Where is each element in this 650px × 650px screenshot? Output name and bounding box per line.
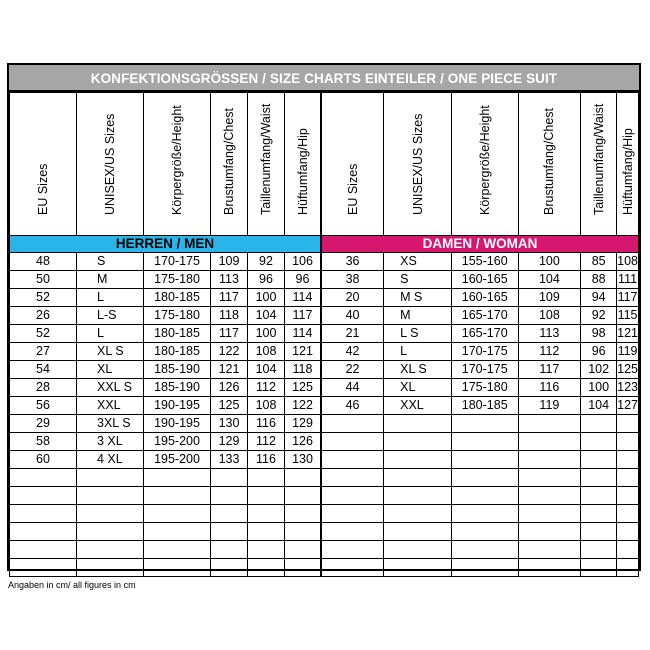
table-cell: 104 (248, 361, 285, 379)
table-cell: 108 (518, 307, 581, 325)
table-cell: 160-165 (451, 289, 518, 307)
table-cell: 117 (211, 289, 248, 307)
men-size-table (9, 92, 321, 577)
table-cell: 175-180 (451, 379, 518, 397)
column-header-label: UNISEX/US Sizes (103, 113, 117, 215)
table-cell (384, 487, 452, 505)
table-cell (581, 415, 617, 433)
table-cell (518, 559, 581, 577)
table-row (321, 307, 639, 325)
table-cell: XS (384, 253, 452, 271)
table-cell: 36 (321, 253, 384, 271)
table-cell (211, 559, 248, 577)
table-cell: 92 (581, 307, 617, 325)
table-cell: 108 (248, 397, 285, 415)
table-cell (384, 415, 452, 433)
table-cell: 123 (617, 379, 639, 397)
table-cell (144, 541, 211, 559)
table-row (10, 451, 321, 469)
table-cell: 104 (518, 271, 581, 289)
column-header-label: EU Sizes (36, 163, 50, 215)
table-row (10, 343, 321, 361)
table-cell (384, 505, 452, 523)
table-cell: 112 (518, 343, 581, 361)
table-cell (581, 505, 617, 523)
table-cell (384, 559, 452, 577)
table-cell: XL S (77, 343, 144, 361)
table-cell: 155-160 (451, 253, 518, 271)
table-cell (321, 487, 384, 505)
table-cell (384, 541, 452, 559)
table-cell (384, 523, 452, 541)
table-row (321, 325, 639, 343)
table-cell: 121 (617, 325, 639, 343)
table-row (321, 487, 639, 505)
table-cell (518, 541, 581, 559)
table-cell: 42 (321, 343, 384, 361)
column-header-label: Hüftumfang/Hip (295, 128, 310, 215)
column-header (211, 93, 248, 236)
table-cell: 170-175 (144, 253, 211, 271)
table-cell (581, 541, 617, 559)
table-cell (451, 559, 518, 577)
table-cell: 29 (10, 415, 77, 433)
table-cell (285, 559, 321, 577)
table-row (10, 487, 321, 505)
table-row (321, 469, 639, 487)
table-row (10, 469, 321, 487)
table-cell (384, 433, 452, 451)
table-row (321, 523, 639, 541)
table-row (321, 361, 639, 379)
table-row (321, 379, 639, 397)
table-cell: 160-165 (451, 271, 518, 289)
table-cell: 22 (321, 361, 384, 379)
table-cell (518, 415, 581, 433)
women-section-label: DAMEN / WOMAN (321, 236, 639, 253)
table-cell: 116 (248, 451, 285, 469)
table-cell (10, 469, 77, 487)
table-cell (211, 505, 248, 523)
table-row (10, 271, 321, 289)
table-cell: 48 (10, 253, 77, 271)
table-cell (617, 523, 639, 541)
table-cell (10, 559, 77, 577)
column-header (581, 93, 617, 236)
column-header-label: UNISEX/US Sizes (410, 113, 425, 215)
table-cell (451, 487, 518, 505)
table-cell (384, 469, 452, 487)
table-cell (144, 505, 211, 523)
table-cell: 38 (321, 271, 384, 289)
table-cell (518, 487, 581, 505)
column-header (518, 93, 581, 236)
women-size-table (320, 92, 639, 577)
table-row (10, 415, 321, 433)
table-cell: 46 (321, 397, 384, 415)
table-cell: 180-185 (451, 397, 518, 415)
table-cell (321, 541, 384, 559)
table-cell: 116 (248, 415, 285, 433)
table-cell: 98 (581, 325, 617, 343)
table-row (10, 379, 321, 397)
table-cell: 165-170 (451, 325, 518, 343)
table-row (10, 325, 321, 343)
column-header (77, 93, 144, 236)
table-cell (144, 559, 211, 577)
table-cell: S (384, 271, 452, 289)
table-cell: 180-185 (144, 325, 211, 343)
table-cell: 121 (211, 361, 248, 379)
table-cell (617, 433, 639, 451)
table-cell (248, 505, 285, 523)
table-row (321, 343, 639, 361)
table-cell: XL S (384, 361, 452, 379)
table-cell: 122 (211, 343, 248, 361)
table-cell: 100 (248, 289, 285, 307)
table-row (10, 505, 321, 523)
table-cell: L (384, 343, 452, 361)
table-cell (285, 505, 321, 523)
table-cell: 117 (518, 361, 581, 379)
table-row (10, 541, 321, 559)
table-cell: 88 (581, 271, 617, 289)
table-cell: 108 (248, 343, 285, 361)
table-cell: 104 (248, 307, 285, 325)
table-cell: 113 (518, 325, 581, 343)
table-cell: 195-200 (144, 451, 211, 469)
table-cell: 117 (211, 325, 248, 343)
table-row (321, 271, 639, 289)
table-cell: 54 (10, 361, 77, 379)
table-cell (285, 487, 321, 505)
table-row (10, 559, 321, 577)
table-cell (321, 469, 384, 487)
table-row (10, 433, 321, 451)
table-cell: 114 (285, 289, 321, 307)
table-cell: XL (77, 361, 144, 379)
table-cell: 195-200 (144, 433, 211, 451)
table-cell (518, 523, 581, 541)
table-cell (10, 523, 77, 541)
table-cell: 125 (211, 397, 248, 415)
table-cell (617, 415, 639, 433)
column-header-label: EU Sizes (345, 163, 360, 215)
table-cell: 180-185 (144, 343, 211, 361)
table-cell (77, 523, 144, 541)
table-row (10, 397, 321, 415)
table-row (10, 361, 321, 379)
table-cell: L-S (77, 307, 144, 325)
table-cell (384, 451, 452, 469)
table-cell: 185-190 (144, 361, 211, 379)
table-cell: 85 (581, 253, 617, 271)
table-cell: M (77, 271, 144, 289)
table-cell: 3XL S (77, 415, 144, 433)
table-cell: 165-170 (451, 307, 518, 325)
column-header-label: Körpergröße/Height (477, 105, 492, 215)
table-cell: L S (384, 325, 452, 343)
column-header-label: Körpergröße/Height (170, 105, 184, 215)
table-cell: 170-175 (451, 361, 518, 379)
table-cell: 92 (248, 253, 285, 271)
table-cell: 27 (10, 343, 77, 361)
table-cell: 129 (211, 433, 248, 451)
table-cell (248, 469, 285, 487)
column-header (144, 93, 211, 236)
table-cell: 50 (10, 271, 77, 289)
table-cell: 112 (248, 433, 285, 451)
table-cell: S (77, 253, 144, 271)
table-row (321, 541, 639, 559)
table-cell (617, 487, 639, 505)
table-cell: 119 (617, 343, 639, 361)
table-cell (321, 433, 384, 451)
table-cell: 104 (581, 397, 617, 415)
table-cell (617, 541, 639, 559)
table-cell: 125 (617, 361, 639, 379)
table-cell (451, 451, 518, 469)
table-cell (518, 505, 581, 523)
table-cell: 175-180 (144, 271, 211, 289)
table-cell: 60 (10, 451, 77, 469)
table-cell: 130 (211, 415, 248, 433)
table-cell (451, 415, 518, 433)
table-row (10, 523, 321, 541)
table-cell (285, 523, 321, 541)
table-row (321, 433, 639, 451)
table-cell (248, 487, 285, 505)
table-cell (77, 469, 144, 487)
table-cell: 58 (10, 433, 77, 451)
table-row (321, 415, 639, 433)
table-cell: 185-190 (144, 379, 211, 397)
column-header (384, 93, 452, 236)
column-header (285, 93, 321, 236)
column-header (451, 93, 518, 236)
table-cell: 52 (10, 325, 77, 343)
table-cell (518, 451, 581, 469)
table-cell: 180-185 (144, 289, 211, 307)
table-cell: 44 (321, 379, 384, 397)
table-cell: 112 (248, 379, 285, 397)
table-cell (581, 469, 617, 487)
table-row (10, 253, 321, 271)
table-row (10, 307, 321, 325)
table-cell: 106 (285, 253, 321, 271)
table-cell (77, 541, 144, 559)
table-cell (518, 469, 581, 487)
table-cell (77, 559, 144, 577)
men-section-label: HERREN / MEN (10, 236, 321, 253)
table-cell: 108 (617, 253, 639, 271)
table-cell: 175-180 (144, 307, 211, 325)
table-cell (451, 541, 518, 559)
table-cell (581, 487, 617, 505)
table-cell: 56 (10, 397, 77, 415)
table-cell (211, 469, 248, 487)
table-cell: 96 (248, 271, 285, 289)
table-cell (10, 505, 77, 523)
table-cell: 129 (285, 415, 321, 433)
table-cell (451, 523, 518, 541)
table-cell: 100 (518, 253, 581, 271)
table-row (321, 397, 639, 415)
table-cell (248, 559, 285, 577)
table-cell: 102 (581, 361, 617, 379)
table-cell: 28 (10, 379, 77, 397)
table-cell: 117 (285, 307, 321, 325)
table-row (321, 253, 639, 271)
table-cell (581, 433, 617, 451)
table-cell: 113 (211, 271, 248, 289)
table-cell: 111 (617, 271, 639, 289)
table-cell: 122 (285, 397, 321, 415)
table-cell (144, 487, 211, 505)
table-cell: 20 (321, 289, 384, 307)
table-cell: 130 (285, 451, 321, 469)
table-cell (77, 505, 144, 523)
table-cell: 133 (211, 451, 248, 469)
column-header (248, 93, 285, 236)
table-cell: 96 (581, 343, 617, 361)
table-cell: XXL (77, 397, 144, 415)
table-cell: 115 (617, 307, 639, 325)
table-cell (451, 433, 518, 451)
table-cell: 121 (285, 343, 321, 361)
table-cell (144, 469, 211, 487)
table-cell (581, 523, 617, 541)
table-cell: 127 (617, 397, 639, 415)
table-cell (321, 559, 384, 577)
table-cell: 109 (211, 253, 248, 271)
table-cell: 119 (518, 397, 581, 415)
table-cell: 4 XL (77, 451, 144, 469)
column-header (10, 93, 77, 236)
table-cell: 3 XL (77, 433, 144, 451)
table-cell (617, 559, 639, 577)
table-cell: 114 (285, 325, 321, 343)
table-cell (144, 523, 211, 541)
table-cell (451, 505, 518, 523)
table-cell (77, 487, 144, 505)
table-cell: M (384, 307, 452, 325)
table-cell: 100 (581, 379, 617, 397)
table-cell: 118 (211, 307, 248, 325)
table-cell: 118 (285, 361, 321, 379)
table-row (321, 559, 639, 577)
table-cell (321, 415, 384, 433)
table-cell (617, 469, 639, 487)
table-cell (285, 469, 321, 487)
table-cell: 100 (248, 325, 285, 343)
table-cell: XXL S (77, 379, 144, 397)
table-cell: 125 (285, 379, 321, 397)
table-row (321, 451, 639, 469)
table-cell: XL (384, 379, 452, 397)
column-header-label: Brustumfang/Chest (542, 108, 557, 215)
table-cell: 126 (285, 433, 321, 451)
table-cell: L (77, 325, 144, 343)
table-cell: L (77, 289, 144, 307)
table-cell: 190-195 (144, 397, 211, 415)
table-cell (10, 487, 77, 505)
column-header-label: Brustumfang/Chest (222, 108, 236, 215)
table-cell: 190-195 (144, 415, 211, 433)
table-row (321, 505, 639, 523)
size-chart (7, 63, 641, 571)
table-cell (581, 451, 617, 469)
column-header-label: Hüftumfang/Hip (620, 128, 635, 215)
table-cell (321, 505, 384, 523)
table-cell: 26 (10, 307, 77, 325)
table-cell (248, 523, 285, 541)
table-cell: 40 (321, 307, 384, 325)
table-cell: 170-175 (451, 343, 518, 361)
table-cell (451, 469, 518, 487)
table-cell: M S (384, 289, 452, 307)
table-cell: 116 (518, 379, 581, 397)
column-header (321, 93, 384, 236)
table-cell (248, 541, 285, 559)
chart-title: KONFEKTIONSGRÖSSEN / SIZE CHARTS EINTEILER / ONE PIECE SUIT (9, 65, 639, 92)
table-cell (285, 541, 321, 559)
table-cell: 96 (285, 271, 321, 289)
table-row (321, 289, 639, 307)
table-cell (617, 451, 639, 469)
table-cell: 21 (321, 325, 384, 343)
column-header-label: Taillenumfang/Waist (591, 103, 606, 215)
table-cell (581, 559, 617, 577)
table-cell (211, 487, 248, 505)
table-row (10, 289, 321, 307)
table-cell (321, 451, 384, 469)
table-cell (10, 541, 77, 559)
table-cell: 94 (581, 289, 617, 307)
table-cell (617, 505, 639, 523)
table-cell (321, 523, 384, 541)
table-cell (211, 523, 248, 541)
table-cell: 117 (617, 289, 639, 307)
table-cell: 126 (211, 379, 248, 397)
table-cell (211, 541, 248, 559)
table-cell: XXL (384, 397, 452, 415)
table-cell: 52 (10, 289, 77, 307)
footnote: Angaben in cm/ all figures in cm (8, 580, 136, 590)
column-header-label: Taillenumfang/Waist (259, 103, 273, 215)
table-cell: 109 (518, 289, 581, 307)
table-cell (518, 433, 581, 451)
column-header (617, 93, 639, 236)
